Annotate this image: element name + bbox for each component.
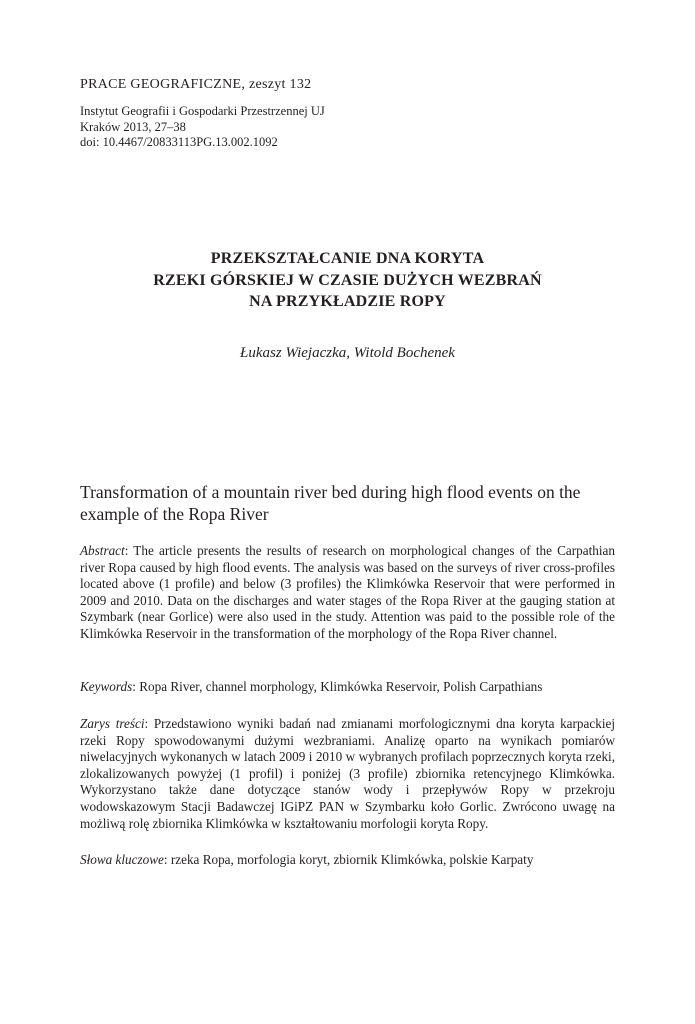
abstract [80,543,615,643]
zarys-tresci [80,716,615,832]
slowa-text: : rzeka Ropa, morfologia koryt, zbiornik Klimkówka, polskie Karpaty [163,852,534,867]
institute-line: Instytut Geografii i Gospodarki Przestrzennej UJ [80,104,325,118]
polish-title-line-1: PRZEKSZTAŁCANIE DNA KORYTA [210,250,485,267]
keywords [80,679,615,696]
doi-line: doi: 10.4467/20833113PG.13.002.1092 [80,135,278,149]
journal-header [80,76,620,151]
keywords-label: Keywords [80,679,133,694]
english-title: Transformation of a mountain river bed during high flood events on the example of the Ropa River [80,482,581,524]
polish-title [80,248,615,313]
keywords-text: : Ropa River, channel morphology, Klimkówka Reservoir, Polish Carpathians [132,679,543,694]
zarys-text: : Przedstawiono wyniki badań nad zmianami morfologicznymi dna koryta karpackiej rzeki Ropy spowodowanymi dużymi wezbraniami. Analizę oparto na wynikach pomiarów niwelacyjnych wykonanych w latach 2009 i 2010 w wybranych profilach poprzecznych koryta rzeki, zlokalizowanych powyżej (1 profil) i poniżej (3 profile) zbiornika retencyjnego Klimkówka. Wykorzystano także dane dotyczące stanów wody i przepływów Ropy w przekroju wodowskazowym Stacji Badawczej IGiPZ PAN w Szymbarku koło Gorlic. Zwrócono uwagę na możliwą rolę zbiornika Klimkówka w kształtowaniu morfologii koryta Ropy. [80,716,616,831]
abstract-label: Abstract [80,543,125,558]
slowa-kluczowe [80,852,615,869]
abstract-text: : The article presents the results of research on morphological changes of the Carpathian river Ropa caused by high flood events. The analysis was based on the surveys of river cross-profiles located above (1 profile) and below (3 profiles) the Klimkówka Reservoir that were performed in 2009 and 2010. Data on the discharges and water stages of the Ropa River at the gauging station at Szymbark (near Gorlice) were also used in the study. Attention was paid to the possible role of the Klimkówka Reservoir in the transformation of the morphology of the Ropa River channel. [80,543,615,641]
polish-title-line-3: NA PRZYKŁADZIE ROPY [249,293,446,310]
zarys-label: Zarys treści [80,716,145,731]
location-year-pages: Kraków 2013, 27–38 [80,119,186,134]
polish-title-line-2: RZEKI GÓRSKIEJ W CZASIE DUŻYCH WEZBRAŃ [153,271,542,289]
authors: Łukasz Wiejaczka, Witold Bochenek [240,345,455,361]
journal-name: PRACE GEOGRAFICZNE, zeszyt 132 [80,77,312,92]
slowa-label: Słowa kluczowe [80,852,164,867]
